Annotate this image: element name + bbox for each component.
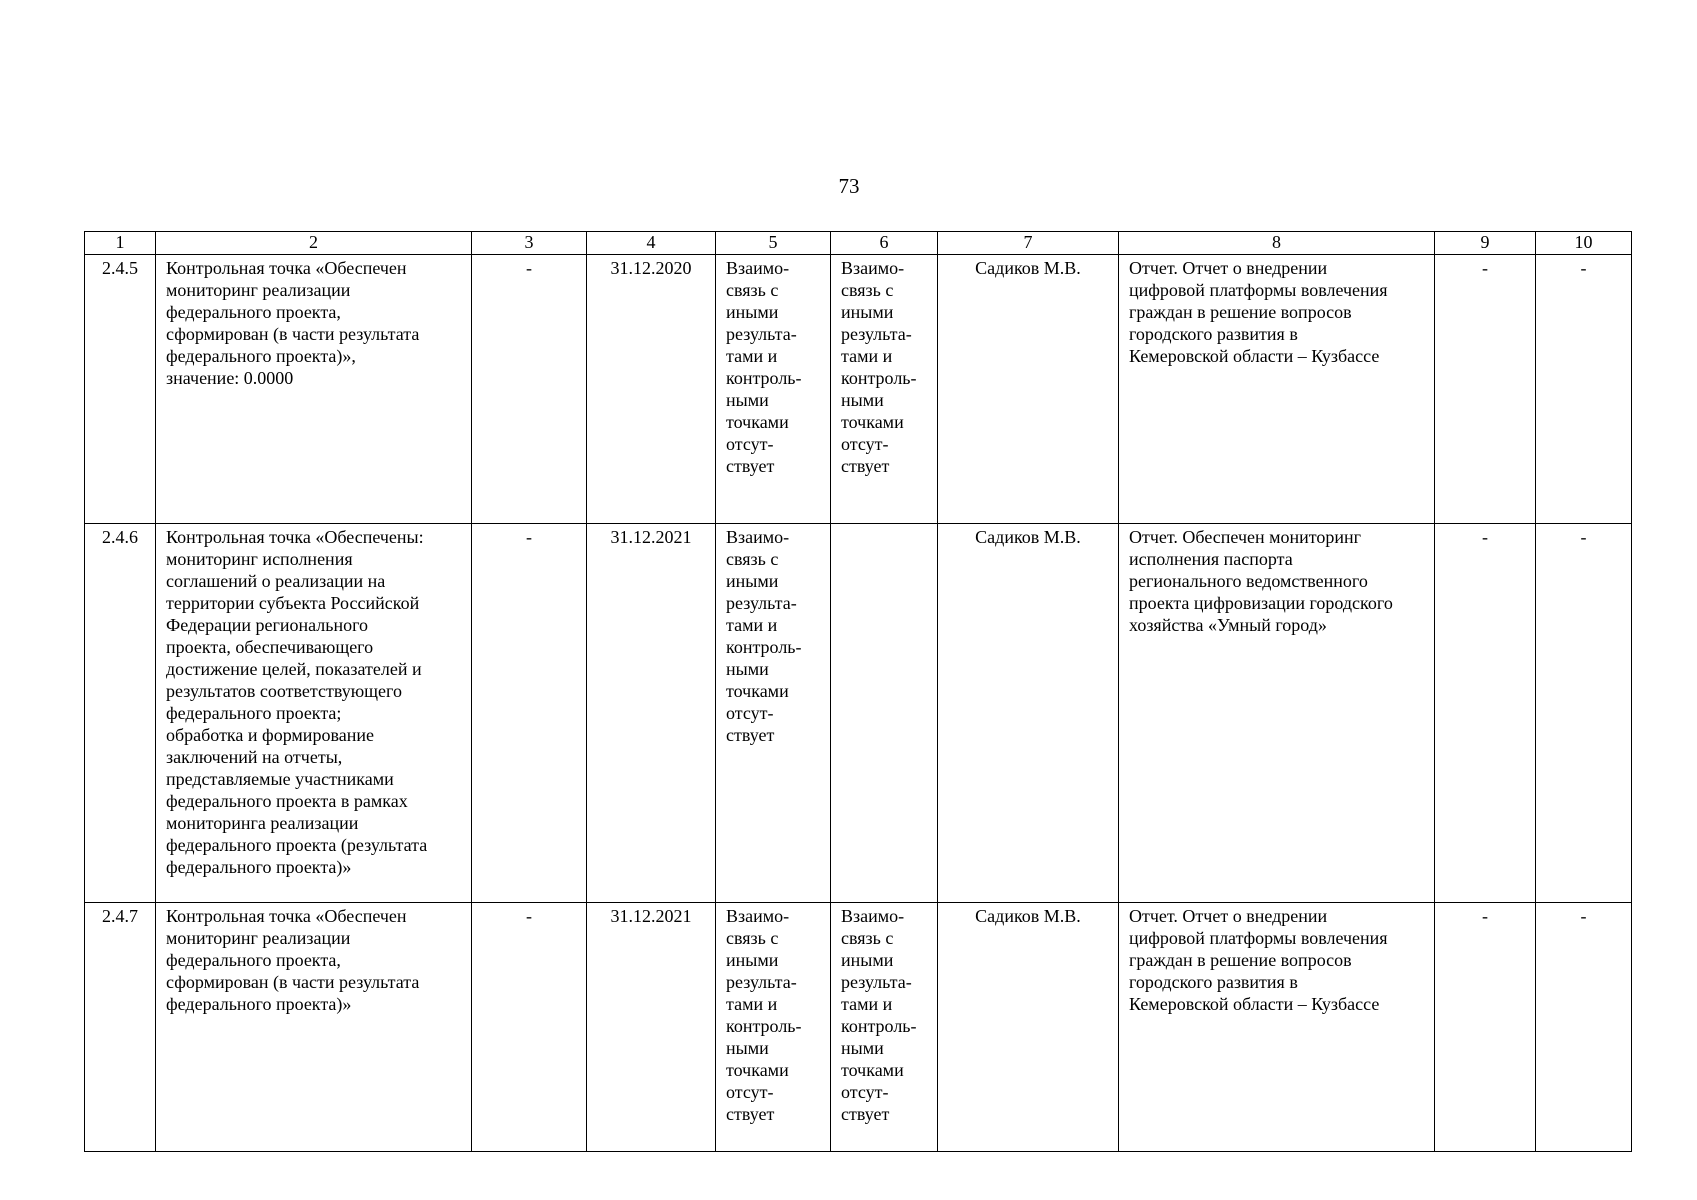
- table-row: [85, 903, 1632, 1152]
- control-point-description: Контрольная точка «Обеспечен мониторинг реализации федерального проекта, сформирован (в части результата федерального проекта)», значение: 0.0000: [156, 255, 472, 524]
- cell-col9: -: [1435, 903, 1536, 1152]
- control-point-description: Контрольная точка «Обеспечен мониторинг реализации федерального проекта, сформирован (в части результата федерального проекта)»: [156, 903, 472, 1152]
- cell-col5: Взаимо- связь с иными результа- тами и контроль- ными точками отсут- ствует: [716, 255, 831, 524]
- control-point-description: Контрольная точка «Обеспечены: мониторинг исполнения соглашений о реализации на территории субъекта Российской Федерации регионального проекта, обеспечивающего достижение целей, показателей и результатов соответствующего федерального проекта; обработка и формирование заключений на отчеты, представляемые участниками федерального проекта в рамках мониторинга реализации федерального проекта (результата федерального проекта)»: [156, 524, 472, 903]
- page-number: 73: [838, 174, 860, 198]
- responsible-person: Садиков М.В.: [938, 255, 1119, 524]
- cell-col3: -: [472, 255, 587, 524]
- column-header: 8: [1119, 232, 1435, 255]
- column-header: 4: [587, 232, 716, 255]
- cell-col6: Взаимо- связь с иными результа- тами и контроль- ными точками отсут- ствует: [831, 255, 938, 524]
- control-points-table: [84, 231, 1632, 1152]
- cell-col5: Взаимо- связь с иными результа- тами и контроль- ными точками отсут- ствует: [716, 903, 831, 1152]
- cell-col3: -: [472, 903, 587, 1152]
- column-header: 3: [472, 232, 587, 255]
- cell-col9: -: [1435, 255, 1536, 524]
- cell-col6: [831, 524, 938, 903]
- column-header: 2: [156, 232, 472, 255]
- row-number: 2.4.6: [85, 524, 156, 903]
- result-description: Отчет. Отчет о внедрении цифровой платформы вовлечения граждан в решение вопросов городского развития в Кемеровской области – Кузбассе: [1119, 903, 1435, 1152]
- result-description: Отчет. Обеспечен мониторинг исполнения паспорта регионального ведомственного проекта цифровизации городского хозяйства «Умный город»: [1119, 524, 1435, 903]
- row-number: 2.4.7: [85, 903, 156, 1152]
- cell-col10: -: [1536, 524, 1632, 903]
- cell-col5: Взаимо- связь с иными результа- тами и контроль- ными точками отсут- ствует: [716, 524, 831, 903]
- responsible-person: Садиков М.В.: [938, 524, 1119, 903]
- column-header: 6: [831, 232, 938, 255]
- cell-col3: -: [472, 524, 587, 903]
- column-header: 10: [1536, 232, 1632, 255]
- cell-col10: -: [1536, 903, 1632, 1152]
- due-date: 31.12.2021: [587, 903, 716, 1152]
- result-description: Отчет. Отчет о внедрении цифровой платформы вовлечения граждан в решение вопросов городского развития в Кемеровской области – Кузбассе: [1119, 255, 1435, 524]
- column-header: 7: [938, 232, 1119, 255]
- table-row: [85, 255, 1632, 524]
- responsible-person: Садиков М.В.: [938, 903, 1119, 1152]
- table-row: [85, 524, 1632, 903]
- column-header: 9: [1435, 232, 1536, 255]
- cell-col9: -: [1435, 524, 1536, 903]
- table-header-row: [85, 232, 1632, 255]
- cell-col10: -: [1536, 255, 1632, 524]
- column-header: 1: [85, 232, 156, 255]
- due-date: 31.12.2020: [587, 255, 716, 524]
- row-number: 2.4.5: [85, 255, 156, 524]
- due-date: 31.12.2021: [587, 524, 716, 903]
- cell-col6: Взаимо- связь с иными результа- тами и контроль- ными точками отсут- ствует: [831, 903, 938, 1152]
- column-header: 5: [716, 232, 831, 255]
